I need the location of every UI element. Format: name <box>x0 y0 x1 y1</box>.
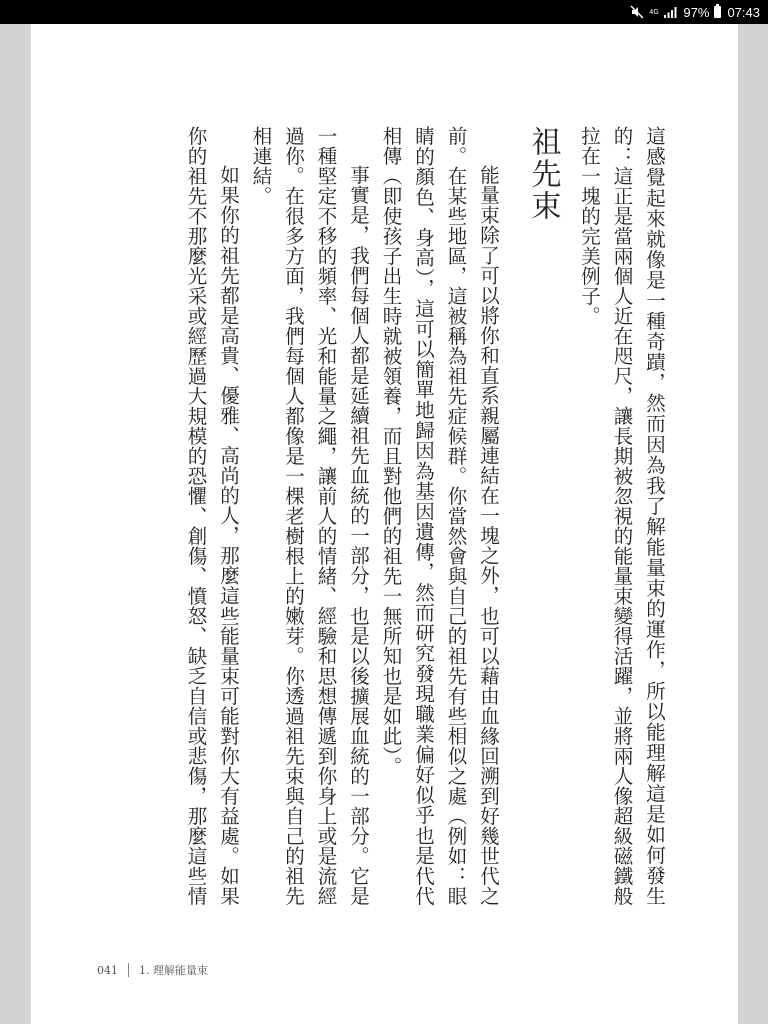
mute-icon <box>630 5 644 19</box>
clock: 07:43 <box>727 4 760 20</box>
battery-icon <box>714 6 721 18</box>
body-paragraph-2: 事實是，我們每個人都是延續祖先血統的一部分，也是以後擴展血統的一部分。它是一種堅定不移的頻率、光和能量之繩，讓前人的情緒、經驗和思想傳遞到你身上或是流經過你。在很多方面，我們每個人都像是一棵老樹根上的嫩芽。你透過祖先束與自己的祖先相連結。 <box>249 126 370 906</box>
book-page[interactable] <box>31 24 738 1024</box>
status-bar <box>0 0 768 24</box>
intro-paragraph: 這感覺起來就像是一種奇蹟，然而因為我了解能量束的運作，所以能理解這是如何發生的：這正是當兩個人近在咫尺，讓長期被忽視的能量束變得活躍，並將兩人像超級磁鐵般拉在一塊的完美例子。 <box>578 126 666 906</box>
page-number: 041 <box>97 963 118 977</box>
chapter-title: 1. 理解能量束 <box>139 964 208 977</box>
footer-divider <box>128 963 129 977</box>
page-footer <box>97 962 208 978</box>
network-type-icon: 4G <box>649 8 659 16</box>
battery-percent: 97% <box>683 4 710 20</box>
section-heading: 祖先束 <box>525 126 561 222</box>
body-paragraph-1: 能量束除了可以將你和直系親屬連結在一塊之外，也可以藉由血緣回溯到好幾世代之前。在某些地區，這被稱為祖先症候群。你當然會與自己的祖先有些相似之處（例如：眼睛的顏色、身高），這可以簡單地歸因為基因遺傳，然而研究發現職業偏好似乎也是代代相傳（即使孩子出生時就被領養，而且對他們的祖先一無所知也是如此）。 <box>379 126 500 906</box>
body-paragraph-3: 如果你的祖先都是高貴、優雅、高尚的人，那麼這些能量束可能對你大有益處。如果你的祖先不那麼光采或經歷過大規模的恐懼、創傷、憤怒、缺乏自信或悲傷，那麼這些情 <box>184 126 240 906</box>
vertical-text-block <box>179 126 670 906</box>
signal-icon <box>664 6 678 18</box>
